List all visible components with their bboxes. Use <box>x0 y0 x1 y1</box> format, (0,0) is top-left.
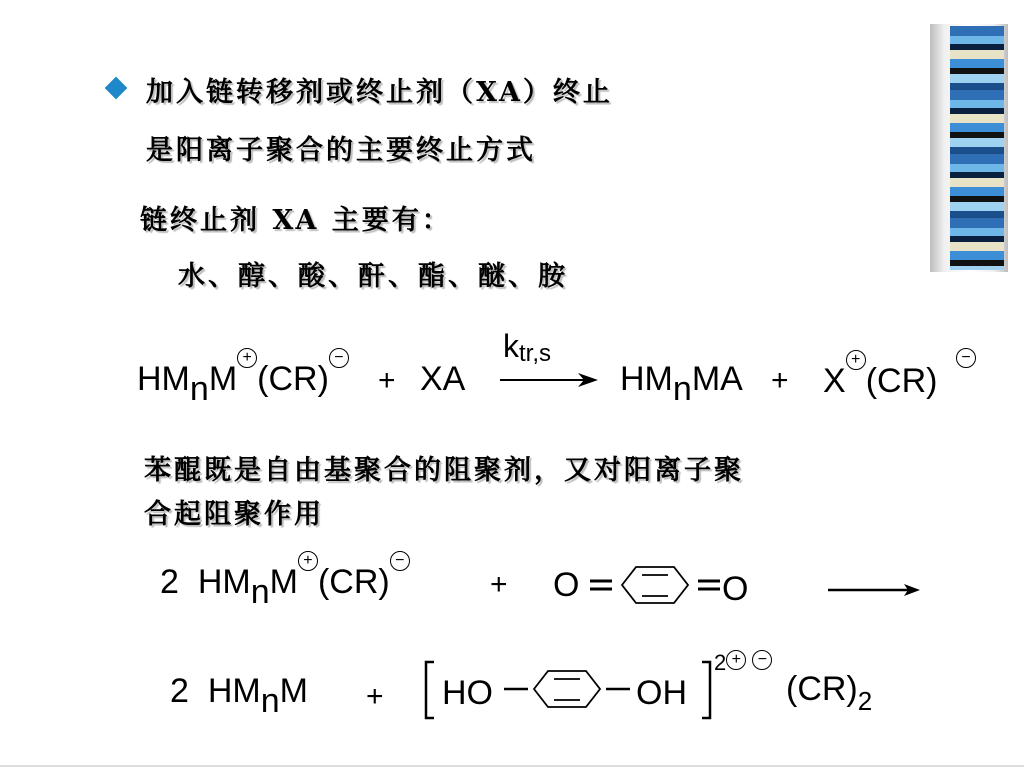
text-line-3: 链终止剂 XA 主要有： <box>140 205 452 236</box>
eq1-xa: XA <box>420 360 466 398</box>
eq1-x: X <box>823 362 846 400</box>
rate-k-subscript: tr,s <box>519 340 552 367</box>
eq3-charge <box>714 652 772 674</box>
eq3-counterion <box>786 670 873 716</box>
text-line-2: 是阳离子聚合的主要终止方式 <box>146 135 536 166</box>
reaction-arrow-icon <box>826 580 924 600</box>
rate-constant <box>503 328 552 367</box>
eq1-plus-2: + <box>771 364 789 397</box>
minus-charge-icon: − <box>752 650 772 670</box>
footer-divider <box>0 765 1024 767</box>
eq1-prod-n: n <box>672 370 692 408</box>
eq3-hm: HM <box>207 672 261 710</box>
eq3-plus: + <box>366 680 384 713</box>
rate-k: k <box>503 328 519 364</box>
plus-charge-icon: + <box>237 348 257 368</box>
minus-charge-icon: − <box>329 348 349 368</box>
eq1-plus: + <box>378 364 396 397</box>
eq3-ho: HO <box>442 674 493 712</box>
diamond-bullet-icon <box>105 77 128 100</box>
decorative-striped-bar <box>950 26 1004 270</box>
eq1-hm: HM <box>137 360 190 398</box>
quinone-o-right: O <box>722 570 749 608</box>
eq2-m: M <box>269 563 298 601</box>
minus-charge-icon: − <box>390 551 410 571</box>
benzoquinone-structure <box>586 562 736 608</box>
text-line-4: 水、醇、酸、酐、酯、醚、胺 <box>178 261 568 292</box>
reaction-arrow-icon <box>498 370 602 390</box>
eq2-cr: (CR) <box>317 563 390 601</box>
eq1-cr: (CR) <box>257 360 329 398</box>
eq3-n: n <box>260 682 280 720</box>
eq1-m: M <box>208 360 238 398</box>
equation-1-counterion <box>823 351 938 400</box>
eq2-n: n <box>250 573 270 611</box>
eq1-prod-hm: HM <box>620 360 673 398</box>
eq3-coef: 2 <box>170 672 189 710</box>
eq3-cr-sub: 2 <box>857 686 873 716</box>
eq2-plus: + <box>490 568 508 601</box>
equation-1-reactant <box>137 349 349 408</box>
eq3-cr: (CR) <box>786 670 858 708</box>
eq3-m: M <box>279 672 308 710</box>
plus-charge-icon: + <box>846 350 866 370</box>
equation-2-reactant <box>160 552 410 611</box>
equation-3-product <box>170 672 308 720</box>
quinone-o-left: O <box>553 566 580 604</box>
text-line-5: 苯醌既是自由基聚合的阻聚剂，又对阳离子聚 <box>144 455 744 486</box>
plus-charge-icon: + <box>726 650 746 670</box>
eq1-cr2: (CR) <box>865 362 938 400</box>
equation-1-product <box>620 360 743 408</box>
text-line-6: 合起阻聚作用 <box>144 499 324 530</box>
eq2-hm: HM <box>197 563 251 601</box>
minus-charge-icon: − <box>956 348 976 368</box>
eq1-prod-ma: MA <box>691 360 743 398</box>
eq3-oh: OH <box>636 674 687 712</box>
plus-charge-icon: + <box>298 551 318 571</box>
text-line-1: 加入链转移剂或终止剂（XA）终止 <box>146 77 613 108</box>
eq3-charge-num: 2 <box>714 650 727 675</box>
eq1-n: n <box>189 370 209 408</box>
eq2-coef: 2 <box>160 563 179 601</box>
eq1-minus-wrap <box>956 349 976 396</box>
